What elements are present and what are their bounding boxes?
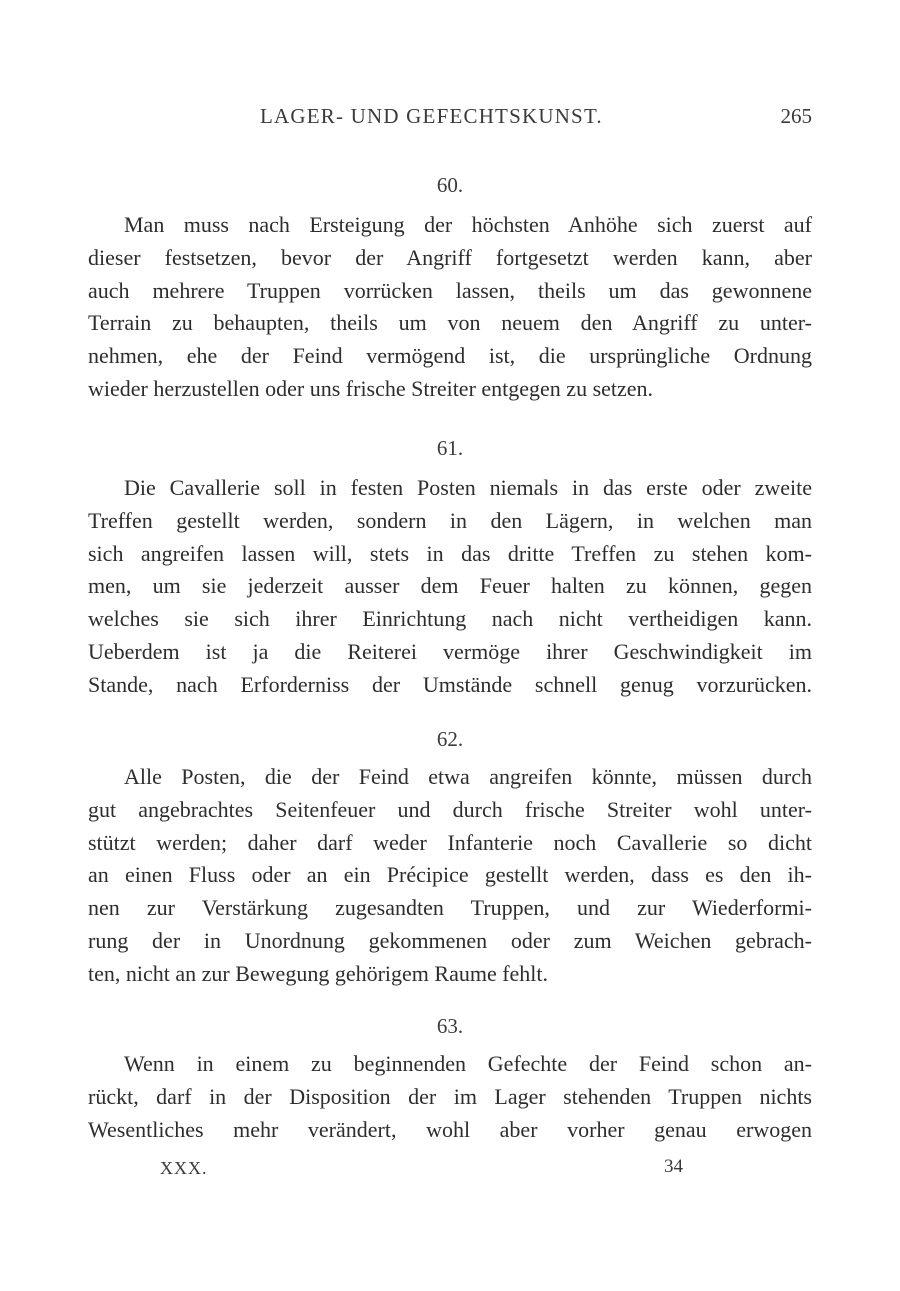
- section-number-62: 62.: [436, 727, 464, 751]
- section-number-61: 61.: [436, 436, 464, 460]
- section-paragraph-60: [88, 209, 812, 406]
- text-line: gut angebrachtes Seitenfeuer und durch frische Streiter wohl unter-: [88, 796, 812, 822]
- text-line: Alle Posten, die der Feind etwa angreifen könnte, müssen durch: [124, 764, 812, 789]
- signature-mark: XXX.: [160, 1158, 208, 1178]
- text-line: Wesentliches mehr verändert, wohl aber vorher genau erwogen: [88, 1116, 812, 1142]
- running-title: LAGER- UND GEFECHTSKUNST.: [260, 104, 603, 128]
- text-line: stützt werden; daher darf weder Infanterie noch Cavallerie so dicht: [88, 829, 812, 855]
- text-line: Man muss nach Ersteigung der höchsten Anhöhe sich zuerst auf: [124, 212, 812, 237]
- section-number-63: 63.: [436, 1014, 464, 1038]
- section-paragraph-61: [88, 472, 812, 702]
- text-line: sich angreifen lassen will, stets in das dritte Treffen zu stehen kom-: [88, 540, 812, 566]
- text-line: welches sie sich ihrer Einrichtung nach nicht vertheidigen kann.: [88, 606, 812, 632]
- page-number: 265: [780, 104, 812, 128]
- text-line: ten, nicht an zur Bewegung gehörigem Raume fehlt.: [88, 960, 549, 986]
- text-line: nen zur Verstärkung zugesandten Truppen, und zur Wiederformi-: [88, 895, 812, 921]
- text-line: rückt, darf in der Disposition der im Lager stehenden Truppen nichts: [88, 1083, 812, 1109]
- text-line: an einen Fluss oder an ein Précipice gestellt werden, dass es den ih-: [88, 862, 812, 888]
- text-line: Die Cavallerie soll in festen Posten niemals in das erste oder zweite: [124, 475, 812, 500]
- running-head: [88, 104, 812, 134]
- text-line: rung der in Unordnung gekommenen oder zum Weichen gebrach-: [88, 927, 812, 953]
- text-line: dieser festsetzen, bevor der Angriff fortgesetzt werden kann, aber: [88, 244, 812, 270]
- text-line: Stande, nach Erforderniss der Umstände schnell genug vorzurücken.: [88, 671, 812, 697]
- sheet-number: 34: [664, 1156, 683, 1177]
- text-line: Treffen gestellt werden, sondern in den Lägern, in welchen man: [88, 507, 812, 533]
- text-line: nehmen, ehe der Feind vermögend ist, die ursprüngliche Ordnung: [88, 343, 812, 369]
- section-number-60: 60.: [436, 173, 464, 197]
- text-line: men, um sie jederzeit ausser dem Feuer halten zu können, gegen: [88, 573, 812, 599]
- text-line: Wenn in einem zu beginnenden Gefechte der Feind schon an-: [124, 1051, 812, 1076]
- section-paragraph-63: [88, 1048, 812, 1146]
- text-line: Ueberdem ist ja die Reiterei vermöge ihrer Geschwindigkeit im: [88, 638, 812, 664]
- text-line: auch mehrere Truppen vorrücken lassen, theils um das gewonnene: [88, 277, 812, 303]
- section-paragraph-62: [88, 761, 812, 991]
- text-line: wieder herzustellen oder uns frische Streiter entgegen zu setzen.: [88, 375, 654, 401]
- text-line: Terrain zu behaupten, theils um von neuem den Angriff zu unter-: [88, 310, 812, 336]
